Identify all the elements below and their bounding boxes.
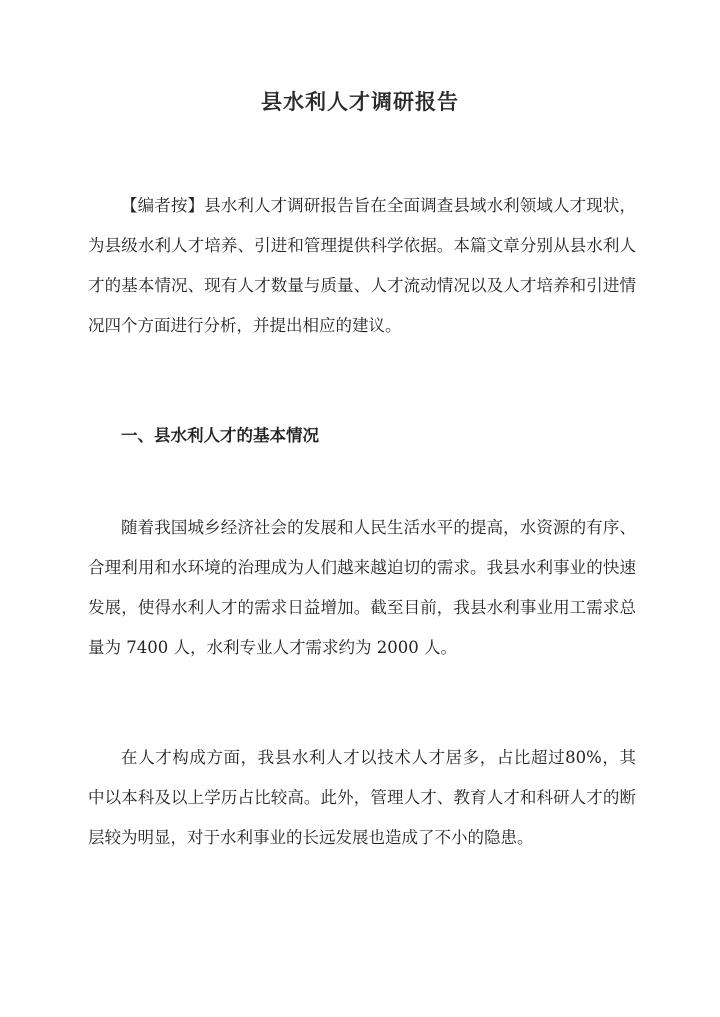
document-title: 县水利人才调研报告 <box>261 89 459 114</box>
body-paragraph: 在人才构成方面，我县水利人才以技术人才居多，占比超过80%，其中以本科及以上学历占比较高。此外，管理人才、教育人才和科研人才的断层较为明显，对于水利事业的长远发展也造成了不小的隐患。 <box>88 748 636 847</box>
body-paragraph: 随着我国城乡经济社会的发展和人民生活水平的提高，水资源的有序、合理利用和水环境的治理成为人们越来越迫切的需求。我县水利事业的快速发展，使得水利人才的需求日益增加。截至目前，我县水利事业用工需求总量为 7400 人，水利专业人才需求约为 2000 人。 <box>88 518 636 657</box>
section-heading: 一、县水利人才的基本情况 <box>121 426 319 445</box>
editor-note-paragraph: 【编者按】县水利人才调研报告旨在全面调查县域水利领域人才现状，为县级水利人才培养、引进和管理提供科学依据。本篇文章分别从县水利人才的基本情况、现有人才数量与质量、人才流动情况以及人才培养和引进情况四个方面进行分析，并提出相应的建议。 <box>88 196 636 335</box>
